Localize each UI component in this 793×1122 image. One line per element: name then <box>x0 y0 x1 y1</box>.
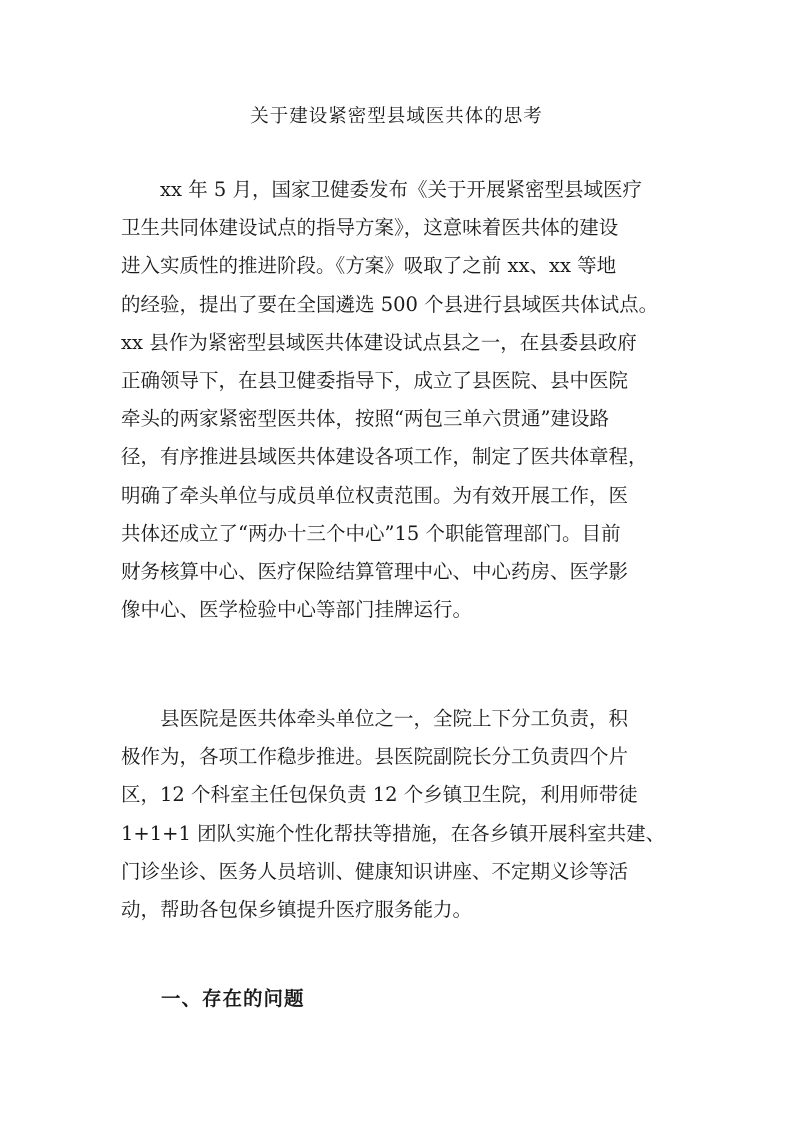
paragraph-line: xx 年 5 月，国家卫健委发布《关于开展紧密型县域医疗 <box>160 178 642 201</box>
paragraph-line: 牵头的两家紧密型医共体，按照“两包三单六贯通”建设路 <box>121 407 609 431</box>
paragraph-line: 极作为，各项工作稳步推进。县医院副院长分工负责四个片 <box>121 745 629 769</box>
paragraph-line: 卫生共同体建设试点的指导方案》，这意味着医共体的建设 <box>121 216 619 240</box>
paragraph-line: 的经验，提出了要在全国遴选 500 个县进行县域医共体试点。 <box>121 292 659 316</box>
paragraph-line: 明确了牵头单位与成员单位权责范围。为有效开展工作，医 <box>121 483 629 507</box>
paragraph-line: 像中心、医学检验中心等部门挂牌运行。 <box>121 598 473 622</box>
paragraph-line: 共体还成立了“两办十三个中心”15 个职能管理部门。目前 <box>121 521 621 545</box>
paragraph-line: 进入实质性的推进阶段。《方案》吸取了之前 xx、xx 等地 <box>121 254 617 278</box>
paragraph-2 <box>121 700 677 929</box>
paragraph-line: 区，12 个科室主任包保负责 12 个乡镇卫生院，利用师带徒 <box>121 783 638 807</box>
paragraph-line: xx 县作为紧密型县域医共体建设试点县之一，在县委县政府 <box>121 330 637 354</box>
paragraph-line: 正确领导下，在县卫健委指导下，成立了县医院、县中医院 <box>121 369 629 393</box>
section-heading: 一、存在的问题 <box>161 987 305 1010</box>
paragraph-line: 门诊坐诊、医务人员培训、健康知识讲座、不定期义诊等活 <box>121 859 629 883</box>
paragraph-line: 动，帮助各包保乡镇提升医疗服务能力。 <box>121 898 473 922</box>
paragraph-line: 1+1+1 团队实施个性化帮扶等措施，在各乡镇开展科室共建、 <box>121 821 666 845</box>
paragraph-1 <box>121 171 677 629</box>
paragraph-line: 县医院是医共体牵头单位之一，全院上下分工负责，积 <box>160 707 629 730</box>
paragraph-line: 径，有序推进县域医共体建设各项工作，制定了医共体章程， <box>121 445 648 469</box>
document-title: 关于建设紧密型县域医共体的思考 <box>250 106 543 127</box>
paragraph-line: 财务核算中心、医疗保险结算管理中心、中心药房、医学影 <box>121 560 629 584</box>
